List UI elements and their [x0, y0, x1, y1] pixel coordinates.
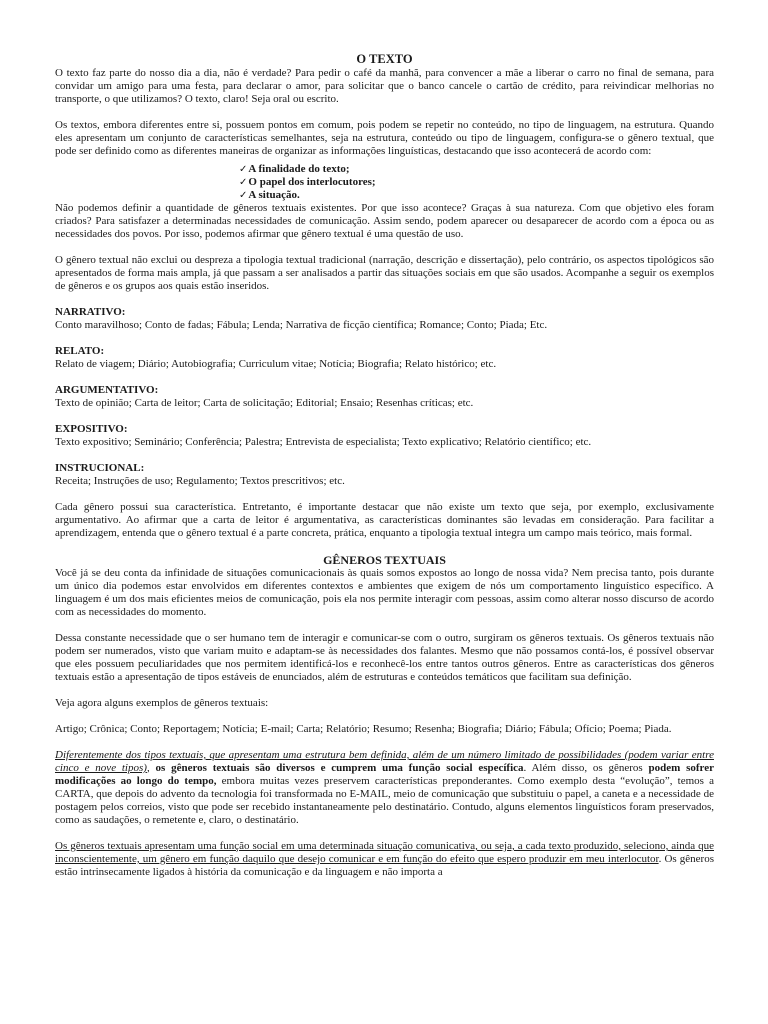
spacer — [55, 449, 714, 462]
checklist-item — [239, 176, 714, 189]
quantity-paragraph: Não podemos definir a quantidade de gêneros textuais existentes. Por que isso acontece? Graças à sua natureza. Com que objetivo eles foram criados? Para satisfazer a determinadas necessidades de comunicação. Assim sendo, podem aparecer ou desaparecer de acordo com a época ou as necessidades dos povos. Por isso, podemos afirmar que gênero textual é uma questão de uso. — [55, 202, 714, 240]
paragraph-text: . Além disso, os gêneros — [523, 762, 649, 774]
typology-paragraph: O gênero textual não exclui ou despreza a tipologia textual tradicional (narração, descrição e dissertação), pelo contrário, os aspectos tipológicos são apresentados de forma mais ampla, já que passam a ser analisados a partir das situações sociais em que são usados. Acompanhe a seguir os exemplos de gêneros e os grupos aos quais estão inseridos. — [55, 254, 714, 292]
spacer — [55, 241, 714, 254]
check-icon: ✓ — [239, 190, 248, 201]
page-title: O TEXTO — [356, 52, 413, 66]
evolution-paragraph — [55, 749, 714, 827]
spacer — [55, 827, 714, 840]
group-items-instrucional: Receita; Instruções de uso; Regulamento; Textos prescritivos; etc. — [55, 475, 345, 487]
examples-list: Artigo; Crônica; Conto; Reportagem; Notícia; E-mail; Carta; Relatório; Resumo; Resenha; Biografia; Diário; Fábula; Ofício; Poema; Piada. — [55, 723, 672, 735]
spacer — [55, 293, 714, 306]
group-items-expositivo: Texto expositivo; Seminário; Conferência; Palestra; Entrevista de especialista; Texto explicativo; Relatório científico; etc. — [55, 436, 592, 448]
checklist-item — [239, 163, 714, 176]
spacer — [55, 619, 714, 632]
spacer — [55, 710, 714, 723]
paragraph-text: embora muitas vezes preservem características preponderantes. Como exemplo desta “evolução”, temos a CARTA, que depois do advento da tecnologia foi transformada no E-MAIL, meio de comunicação que substituiu o papel, a caneta e a necessidade de postagem pelos correios, visto que pode ser recebido instantaneamente pelo destinatário. Contudo, alguns elementos linguísticos foram preservados, como as saudações, o remetente e, claro, o destinatário. — [55, 775, 715, 826]
spacer — [55, 106, 714, 119]
group-heading-instrucional: INSTRUCIONAL: — [55, 462, 145, 474]
situations-paragraph: Você já se deu conta da infinidade de situações comunicacionais às quais somos expostos ao longo de nossa vida? Nem precisa tanto, pois durante um único dia podemos estar envolvidos em diferentes contextos e ambientes que exigem de nós um comportamento linguístico específico. A linguagem é um dos mais eficientes meios de comunicação, pois ela nos permite interagir com pessoas, assim como alterar nosso discurso de acordo com as necessidades do momento. — [55, 567, 714, 618]
spacer — [55, 410, 714, 423]
spacer — [55, 488, 714, 501]
checklist-item-label: A finalidade do texto; — [248, 163, 350, 175]
checklist — [239, 163, 714, 202]
spacer — [55, 684, 714, 697]
checklist-item — [239, 189, 714, 202]
spacer — [55, 736, 714, 749]
checklist-item-label: A situação. — [248, 189, 300, 201]
characteristics-paragraph: Cada gênero possui sua característica. Entretanto, é importante destacar que não existe um texto que seja, por exemplo, exclusivamente argumentativo. Ao afirmar que a carta de leitor é argumentativa, as características dominantes são levadas em consideração. Para facilitar a aprendizagem, entenda que o gênero textual é a parte concreta, prática, enquanto a tipologia textual integra um campo mais teórico, mais formal. — [55, 501, 714, 539]
spacer — [55, 371, 714, 384]
group-heading-narrativo: NARRATIVO: — [55, 306, 126, 318]
checklist-item-label: O papel dos interlocutores; — [248, 176, 376, 188]
paragraph-text: , — [146, 762, 156, 774]
social-function-paragraph — [55, 840, 714, 879]
definition-paragraph: Os textos, embora diferentes entre si, possuem pontos em comum, pois podem se repetir no conteúdo, no tipo de linguagem, na estrutura. Quando eles apresentam um conjunto de características semelhantes, seja na estrutura, conteúdo ou tipo de linguagem, configura-se o gênero textual, que pode ser definido como as diferentes maneiras de organizar as informações linguísticas, destacando que isso acontecerá de acordo com: — [55, 119, 714, 157]
examples-intro: Veja agora alguns exemplos de gêneros textuais: — [55, 697, 269, 709]
group-items-argumentativo: Texto de opinião; Carta de leitor; Carta de solicitação; Editorial; Ensaio; Resenhas críticas; etc. — [55, 397, 474, 409]
group-items-relato: Relato de viagem; Diário; Autobiografia; Curriculum vitae; Notícia; Biografia; Relato histórico; etc. — [55, 358, 497, 370]
bold-text: podem sofrer modificações ao longo do tempo, — [55, 762, 714, 787]
interaction-paragraph: Dessa constante necessidade que o ser humano tem de interagir e comunicar-se com o outro, surgiram os gêneros textuais. Os gêneros textuais não podem ser numerados, visto que variam muito e adaptam-se às necessidades dos falantes. Mesmo que não possamos contá-los, é possível observar que eles possuem peculiaridades que nos permitem identificá-los e reconhecê-los entre tantos outros gêneros. Entre as características dos gêneros textuais estão a apresentação de tipos estáveis de enunciados, além de estruturas e conteúdos temáticos que facilitam sua definição. — [55, 632, 714, 683]
group-heading-argumentativo: ARGUMENTATIVO: — [55, 384, 159, 396]
section-title: GÊNEROS TEXTUAIS — [323, 553, 446, 567]
check-icon: ✓ — [239, 164, 248, 175]
paragraph-text: . Os gêneros estão intrinsecamente ligados à história da comunicação e da linguagem e não importa a — [55, 853, 714, 878]
underlined-italic-text: Diferentemente dos tipos textuais, que apresentam uma estrutura bem definida, além de um número limitado de possibilidades (podem variar entre cinco e nove tipos) — [55, 749, 714, 774]
group-items-narrativo: Conto maravilhoso; Conto de fadas; Fábula; Lenda; Narrativa de ficção científica; Romance; Conto; Piada; Etc. — [55, 319, 548, 331]
spacer — [55, 332, 714, 345]
group-heading-relato: RELATO: — [55, 345, 105, 357]
intro-paragraph: O texto faz parte do nosso dia a dia, não é verdade? Para pedir o café da manhã, para convencer a mãe a liberar o carro no final de semana, para convidar um amigo para uma festa, para declarar o amor, para solicitar que o banco cancele o cartão de crédito, para reivindicar melhorias no transporte, o que utilizamos? O texto, claro! Seja oral ou escrito. — [55, 67, 714, 105]
group-heading-expositivo: EXPOSITIVO: — [55, 423, 128, 435]
bold-text: os gêneros textuais são diversos e cumprem uma função social específica — [155, 762, 524, 774]
underlined-text: Os gêneros textuais apresentam uma função social em uma determinada situação comunicativa, ou seja, a cada texto produzido, seleciono, ainda que inconscientemente, um gênero em função daquilo que desejo comunicar e em função do efeito que espero produzir em meu interlocutor — [55, 840, 714, 865]
check-icon: ✓ — [239, 177, 248, 188]
